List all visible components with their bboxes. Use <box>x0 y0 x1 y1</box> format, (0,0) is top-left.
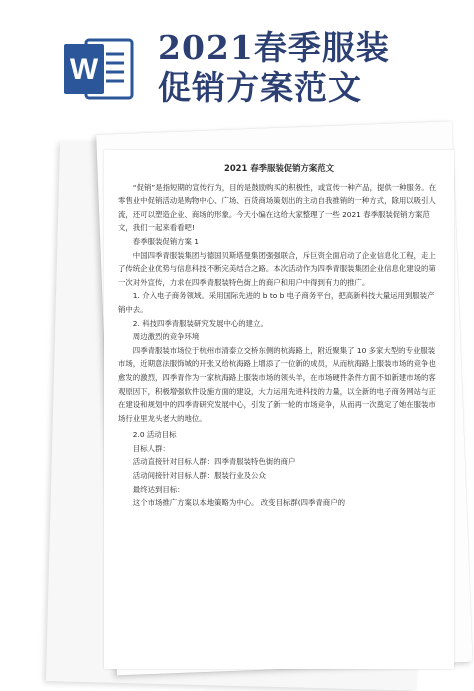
document-page <box>104 150 454 669</box>
banner-title-line-2: 促销方案范文 <box>158 68 362 107</box>
paragraph-strategy: 这个市场推广方案以本地策略为中心。 改变目标群(四季青商户的 <box>132 498 345 508</box>
paragraph-heading-goals: 2.0 活动目标 <box>132 430 177 440</box>
paragraph-heading-competition: 周边激烈的竞争环境 <box>132 332 200 342</box>
paragraph-item-1: 1. 介入电子商务领域。采用国际先进的 b to b 电子商务平台，把高新科技大量运用到服装产销中去。 <box>118 291 435 314</box>
banner-title <box>158 28 458 108</box>
document-title: 2021 春季服装促销方案范文 <box>224 163 334 173</box>
banner-title-line-1: 2021春季服装 <box>158 28 390 67</box>
paragraph-intro: “促销”是指短期的宣传行为，目的是鼓励购买的积极性，或宣传一种产品，提供一种服务。在零售业中促销活动是购物中心、广场、百货商场策划出的主动自我推销的一种方式，除用以吸引人流，还可以塑造企业、商场的形象。今天小编在这给大家整理了一些 2021 春季服装促销方案范文，我们一起来看看吧! <box>118 182 437 233</box>
paragraph-heading-plan-1: 春季服装促销方案 1 <box>132 236 199 246</box>
word-icon-letter: W <box>69 53 99 86</box>
paragraph-competition: 四季青服装市场位于杭州市清泰立交桥东侧的杭海路上，附近聚集了 10 多家大型的专业服装市场，近期意法服饰城的开张又给杭海路上增添了一位新的成员，从而杭海路上服装市场的竞争也愈发的激烈，四季青作为一家杭海路上服装市场的领头羊，在市场硬件条件方面不如新建市场的客观原因下，积极增强软件设施方面的建设，大力运用先进科技的力量，以全新的电子商务网站与正在建设和规划中的四季青研究发展中心，引发了新一轮的市场竞争，从而再一次奠定了她在服装市场行业里龙头老大的地位。 <box>118 345 436 423</box>
paragraph-indirect-target: 活动间接针对目标人群：服装行业及公众 <box>132 471 266 481</box>
banner <box>0 0 474 140</box>
paragraph-item-2: 2. 科技四季青服装研究发展中心的建立。 <box>132 318 268 328</box>
paragraph-final-goal: 最终达到目标： <box>132 484 185 494</box>
paragraph-direct-target: 活动直接针对目标人群：四季青服装特色街的商户 <box>132 457 296 467</box>
document-body <box>118 162 440 510</box>
paragraph-target-group: 目标人群： <box>132 443 170 453</box>
paragraph-background: 中国四季青服装集团与德国贝斯塔曼集团强强联合，斥巨资全面启动了企业信息化工程，走上了传统企业优势与信息科技不断完美结合之路。本次活动作为四季青服装集团企业信息化建设的第一次对外宣传，力求在四季青服装特色街上的商户和用户中得到有力的推广。 <box>118 250 436 287</box>
word-document-icon <box>60 34 136 104</box>
